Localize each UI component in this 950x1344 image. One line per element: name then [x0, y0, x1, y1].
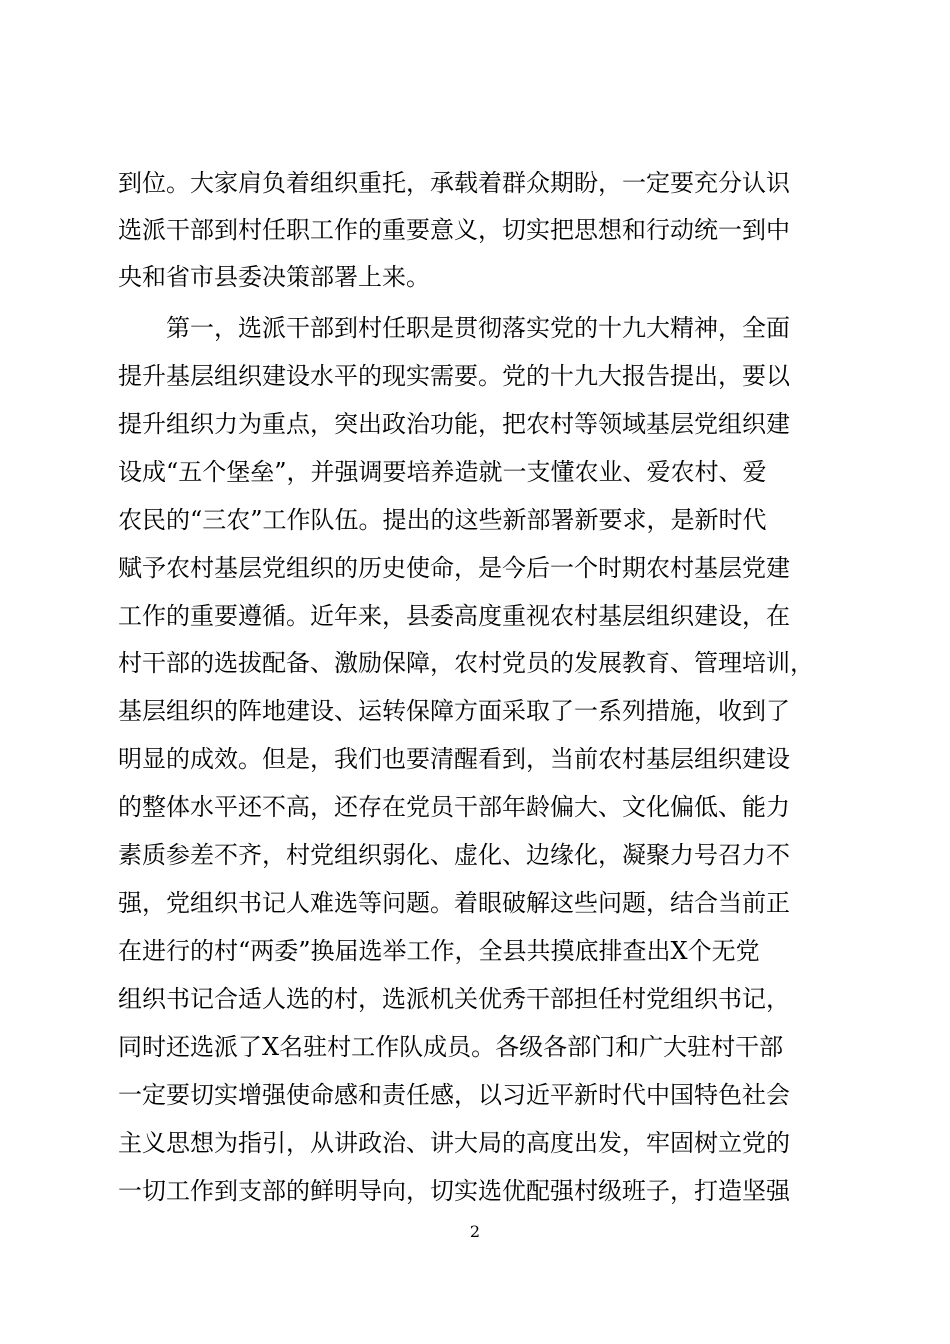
text-line: 素质参差不齐，村党组织弱化、虚化、边缘化，凝聚力号召力不 — [118, 841, 790, 869]
text-line: 组织书记合适人选的村，选派机关优秀干部担任村党组织书记， — [118, 985, 790, 1013]
text-line: 的整体水平还不高，还存在党员干部年龄偏大、文化偏低、能力 — [118, 793, 790, 821]
text-line: 一定要切实增强使命感和责任感，以习近平新时代中国特色社会 — [118, 1081, 790, 1109]
text-line: 到位。大家肩负着组织重托，承载着群众期盼，一定要充分认识 — [118, 169, 790, 197]
text-line: 主义思想为指引，从讲政治、讲大局的高度出发，牢固树立党的 — [118, 1129, 790, 1157]
text-line: 央和省市县委决策部署上来。 — [118, 263, 430, 291]
text-line: 强，党组织书记人难选等问题。着眼破解这些问题，结合当前正 — [118, 889, 790, 917]
text-line: 明显的成效。但是，我们也要清醒看到，当前农村基层组织建设 — [118, 745, 790, 773]
text-line: 农民的“三农”工作队伍。提出的这些新部署新要求，是新时代 — [118, 506, 767, 534]
page-number: 2 — [469, 1222, 481, 1241]
text-line: 赋予农村基层党组织的历史使命，是今后一个时期农村基层党建 — [118, 554, 790, 582]
text-line: 设成“五个堡垒”，并强调要培养造就一支懂农业、爱农村、爱 — [118, 458, 767, 486]
text-line: 选派干部到村任职工作的重要意义，切实把思想和行动统一到中 — [118, 216, 790, 244]
text-line: 第一，选派干部到村任职是贯彻落实党的十九大精神，全面 — [166, 314, 790, 342]
text-line: 在进行的村“两委”换届选举工作，全县共摸底排查出X个无党 — [118, 937, 760, 965]
text-line: 工作的重要遵循。近年来，县委高度重视农村基层组织建设，在 — [118, 602, 790, 630]
text-line: 同时还选派了X名驻村工作队成员。各级各部门和广大驻村干部 — [118, 1033, 784, 1061]
text-line: 一切工作到支部的鲜明导向，切实选优配强村级班子，打造坚强 — [118, 1177, 790, 1205]
text-line: 提升组织力为重点，突出政治功能，把农村等领域基层党组织建 — [118, 410, 790, 438]
text-line: 提升基层组织建设水平的现实需要。党的十九大报告提出，要以 — [118, 362, 790, 390]
text-line: 村干部的选拔配备、激励保障，农村党员的发展教育、管理培训， — [118, 649, 814, 677]
text-line: 基层组织的阵地建设、运转保障方面采取了一系列措施，收到了 — [118, 697, 790, 725]
